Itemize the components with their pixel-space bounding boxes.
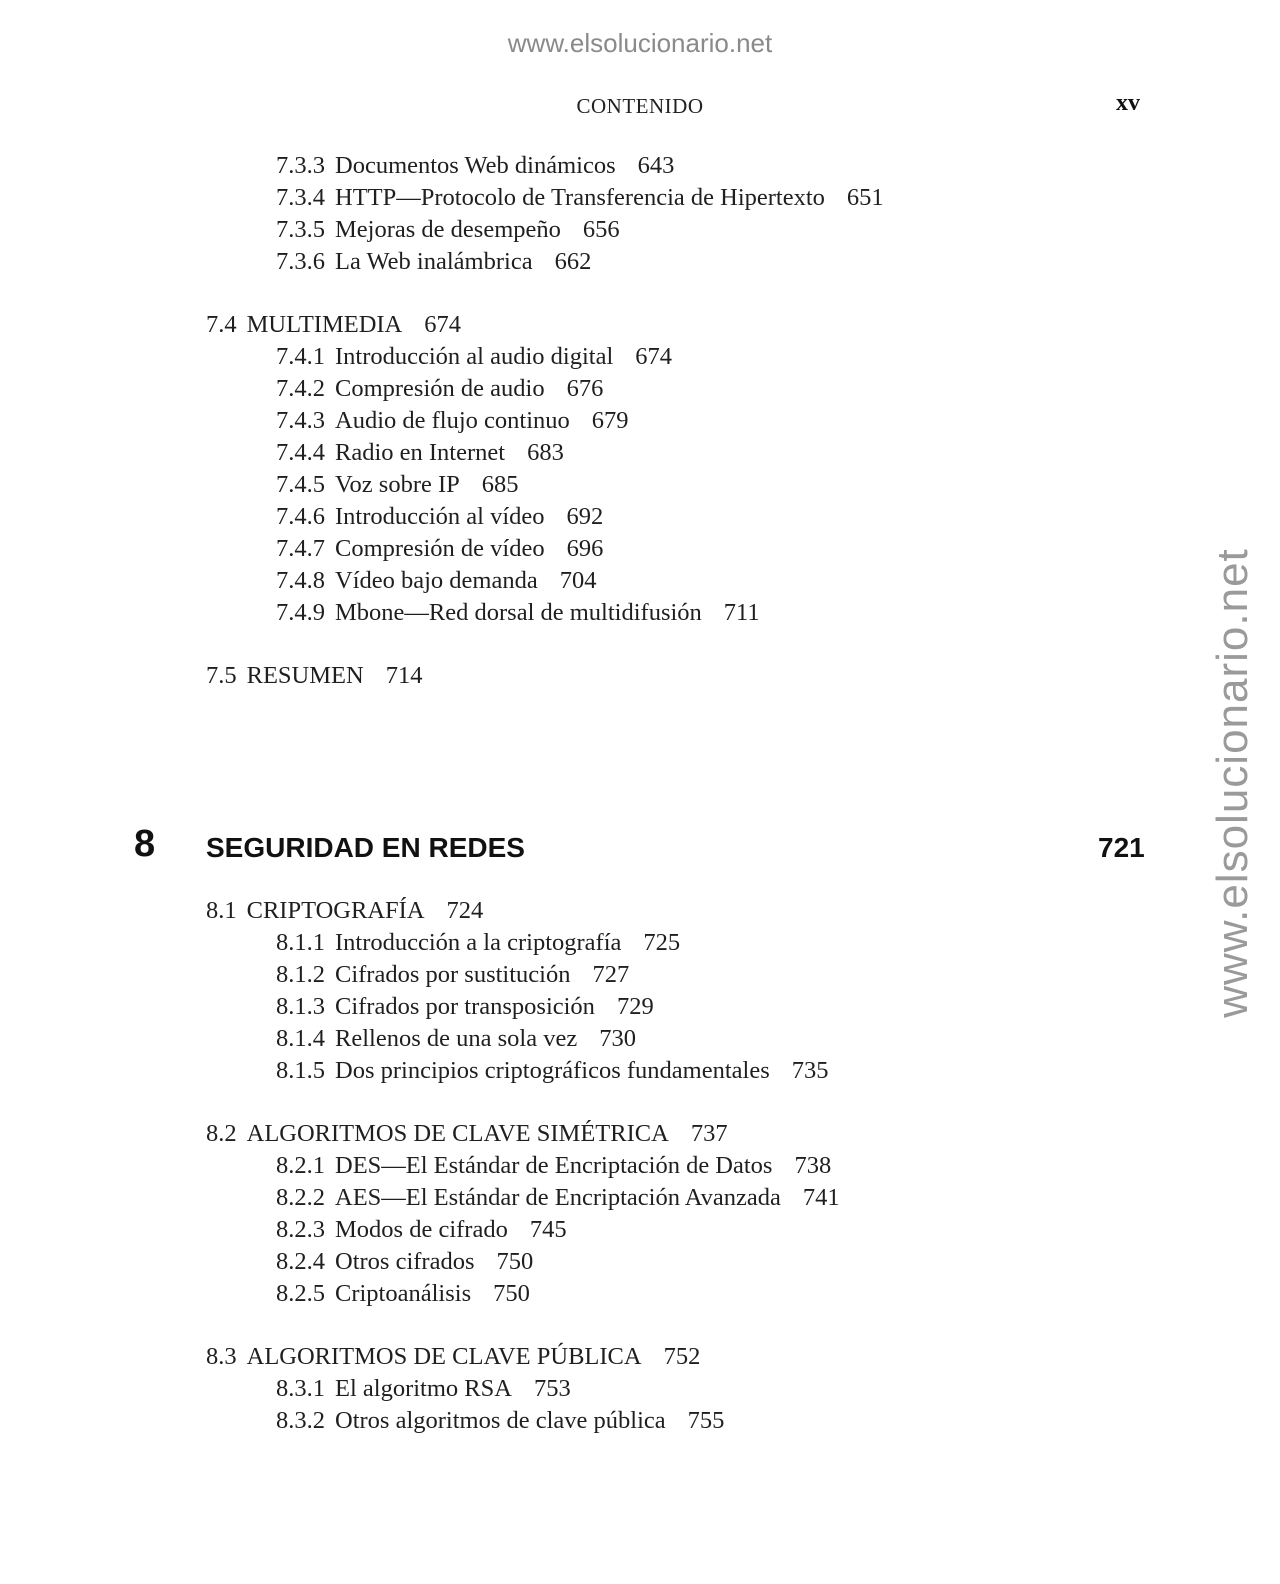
toc-entry: [276, 216, 620, 244]
chapter-page: 721: [1098, 832, 1145, 863]
toc-entry: [276, 1407, 724, 1435]
toc-entry-page: 741: [802, 1184, 840, 1211]
toc-entry: [276, 1025, 636, 1053]
toc-section-page: 724: [446, 897, 484, 924]
toc-entry-page: 683: [527, 439, 564, 466]
toc-entry-number: 8.1.3: [276, 993, 325, 1020]
toc-entry-number: 7.4.5: [276, 471, 325, 498]
toc-entry-title: Documentos Web dinámicos: [335, 152, 616, 179]
toc-entry-number: 8.1.1: [276, 929, 325, 956]
toc-entry-page: 656: [582, 216, 620, 243]
toc-entry-number: 7.4.4: [276, 439, 325, 466]
toc-entry-page: 711: [723, 599, 760, 626]
toc-entry: [276, 1375, 571, 1403]
toc-entry: [276, 343, 672, 371]
toc-entry-number: 8.1.2: [276, 961, 325, 988]
toc-entry-number: 7.4.3: [276, 407, 325, 434]
toc-entry: [276, 375, 603, 403]
toc-section: [206, 662, 422, 690]
toc-entry: [276, 599, 760, 627]
page-number: xv: [1116, 90, 1140, 116]
toc-entry: [276, 503, 603, 531]
toc-entry-title: Mbone—Red dorsal de multidifusión: [335, 599, 702, 626]
toc-entry-title: Voz sobre IP: [335, 471, 460, 498]
toc-entry-number: 7.3.5: [276, 216, 325, 243]
toc-entry-page: 755: [687, 1407, 725, 1434]
toc-section: [206, 1343, 700, 1371]
toc-entry-number: 7.4.9: [276, 599, 325, 626]
toc-entry-title: Radio en Internet: [335, 439, 506, 466]
toc-entry-title: Mejoras de desempeño: [335, 216, 561, 243]
toc-entry-number: 7.4.6: [276, 503, 325, 530]
toc-entry-page: 692: [566, 503, 604, 530]
toc-entry-title: AES—El Estándar de Encriptación Avanzada: [335, 1184, 781, 1211]
toc-entry-number: 8.1.5: [276, 1057, 325, 1084]
toc-entry: [276, 439, 564, 467]
toc-section: [206, 897, 483, 925]
toc-section-title: RESUMEN: [246, 662, 364, 689]
toc-entry-title: Introducción a la criptografía: [335, 929, 622, 956]
toc-entry: [276, 152, 674, 180]
toc-entry-page: 651: [846, 184, 884, 211]
chapter-title: SEGURIDAD EN REDES: [206, 832, 525, 863]
toc-section-number: 7.4: [206, 311, 237, 338]
toc-entry-page: 696: [566, 535, 604, 562]
toc-entry-title: Modos de cifrado: [335, 1216, 508, 1243]
toc-section: [206, 1120, 728, 1148]
toc-entry-page: 679: [591, 407, 629, 434]
toc-entry-number: 8.1.4: [276, 1025, 325, 1052]
toc-entry-title: DES—El Estándar de Encriptación de Datos: [335, 1152, 773, 1179]
toc-entry: [276, 961, 629, 989]
toc-entry-number: 8.2.2: [276, 1184, 325, 1211]
watermark-side: www.elsolucionario.net: [1208, 548, 1257, 1018]
toc-entry-page: 750: [493, 1280, 530, 1307]
toc-entry-number: 8.2.4: [276, 1248, 325, 1275]
toc-entry-page: 745: [529, 1216, 567, 1243]
toc-entry-number: 8.2.1: [276, 1152, 325, 1179]
toc-entry: [276, 248, 591, 276]
toc-entry-number: 8.2.3: [276, 1216, 325, 1243]
toc-entry-number: 7.4.7: [276, 535, 325, 562]
toc-entry-page: 729: [616, 993, 654, 1020]
toc-entry: [276, 1152, 831, 1180]
toc-entry-number: 7.3.6: [276, 248, 325, 275]
toc-section-number: 7.5: [206, 662, 237, 689]
toc-entry-page: 685: [481, 471, 519, 498]
toc-entry-page: 735: [791, 1057, 829, 1084]
toc-entry-title: Audio de flujo continuo: [335, 407, 570, 434]
toc-entry-page: 643: [637, 152, 675, 179]
toc-entry: [276, 929, 680, 957]
watermark-top: www.elsolucionario.net: [507, 28, 773, 58]
toc-entry-page: 662: [554, 248, 592, 275]
toc-entry: [276, 1280, 530, 1308]
toc-entry-page: 750: [496, 1248, 534, 1275]
toc-entry-title: Compresión de audio: [335, 375, 545, 402]
toc-entry: [276, 1216, 567, 1244]
toc-section-number: 8.3: [206, 1343, 237, 1370]
toc-entry-page: 730: [599, 1025, 636, 1052]
toc-entry: [276, 184, 884, 212]
toc-section: [206, 311, 461, 339]
toc-entry-title: La Web inalámbrica: [335, 248, 533, 275]
toc-entry: [276, 567, 597, 595]
toc-section-number: 8.2: [206, 1120, 237, 1147]
toc-entry-title: Rellenos de una sola vez: [335, 1025, 578, 1052]
toc-entry-number: 7.3.3: [276, 152, 325, 179]
toc-entry-page: 727: [592, 961, 630, 988]
toc-entry-title: HTTP—Protocolo de Transferencia de Hipertexto: [335, 184, 825, 211]
toc-entry-title: Criptoanálisis: [335, 1280, 472, 1307]
toc-entry-number: 7.3.4: [276, 184, 325, 211]
toc-entry-page: 676: [566, 375, 604, 402]
running-head: CONTENIDO: [576, 94, 704, 118]
toc-entry-title: El algoritmo RSA: [335, 1375, 512, 1402]
toc-entry-title: Otros cifrados: [335, 1248, 475, 1275]
toc-entry-page: 753: [533, 1375, 571, 1402]
toc-entry: [276, 535, 603, 563]
toc-entry: [276, 1248, 533, 1276]
toc-entry-number: 7.4.2: [276, 375, 325, 402]
toc-entry-page: 725: [643, 929, 681, 956]
toc-section-title: ALGORITMOS DE CLAVE SIMÉTRICA: [246, 1120, 669, 1147]
toc-entry-title: Cifrados por transposición: [335, 993, 595, 1020]
toc-entry-number: 8.3.2: [276, 1407, 325, 1434]
toc-entry-title: Cifrados por sustitución: [335, 961, 571, 988]
toc-entry-title: Otros algoritmos de clave pública: [335, 1407, 666, 1434]
toc-section-page: 674: [424, 311, 461, 338]
toc-entry-title: Dos principios criptográficos fundamentales: [335, 1057, 770, 1084]
toc-section-page: 737: [690, 1120, 728, 1147]
toc-entry-title: Introducción al audio digital: [335, 343, 614, 370]
toc-entry-number: 8.2.5: [276, 1280, 325, 1307]
toc-entry-number: 8.3.1: [276, 1375, 325, 1402]
toc-entry-title: Introducción al vídeo: [335, 503, 545, 530]
toc-entry-number: 7.4.1: [276, 343, 325, 370]
toc-entry: [276, 407, 629, 435]
toc-section-number: 8.1: [206, 897, 237, 924]
toc-section-page: 714: [385, 662, 423, 689]
toc-entry: [276, 471, 519, 499]
toc-entry-page: 738: [794, 1152, 832, 1179]
toc-section-title: MULTIMEDIA: [246, 311, 403, 338]
toc-entry: [276, 993, 654, 1021]
toc-entry-title: Vídeo bajo demanda: [335, 567, 538, 594]
toc-entry: [276, 1184, 840, 1212]
toc-entry: [276, 1057, 829, 1085]
toc-entry-title: Compresión de vídeo: [335, 535, 545, 562]
chapter-number: 8: [134, 823, 156, 865]
toc-section-title: CRIPTOGRAFÍA: [246, 897, 425, 924]
toc-entry-page: 674: [635, 343, 673, 370]
toc-section-title: ALGORITMOS DE CLAVE PÚBLICA: [246, 1343, 642, 1370]
toc-entry-page: 704: [559, 567, 597, 594]
toc-entry-number: 7.4.8: [276, 567, 325, 594]
toc-section-page: 752: [663, 1343, 701, 1370]
